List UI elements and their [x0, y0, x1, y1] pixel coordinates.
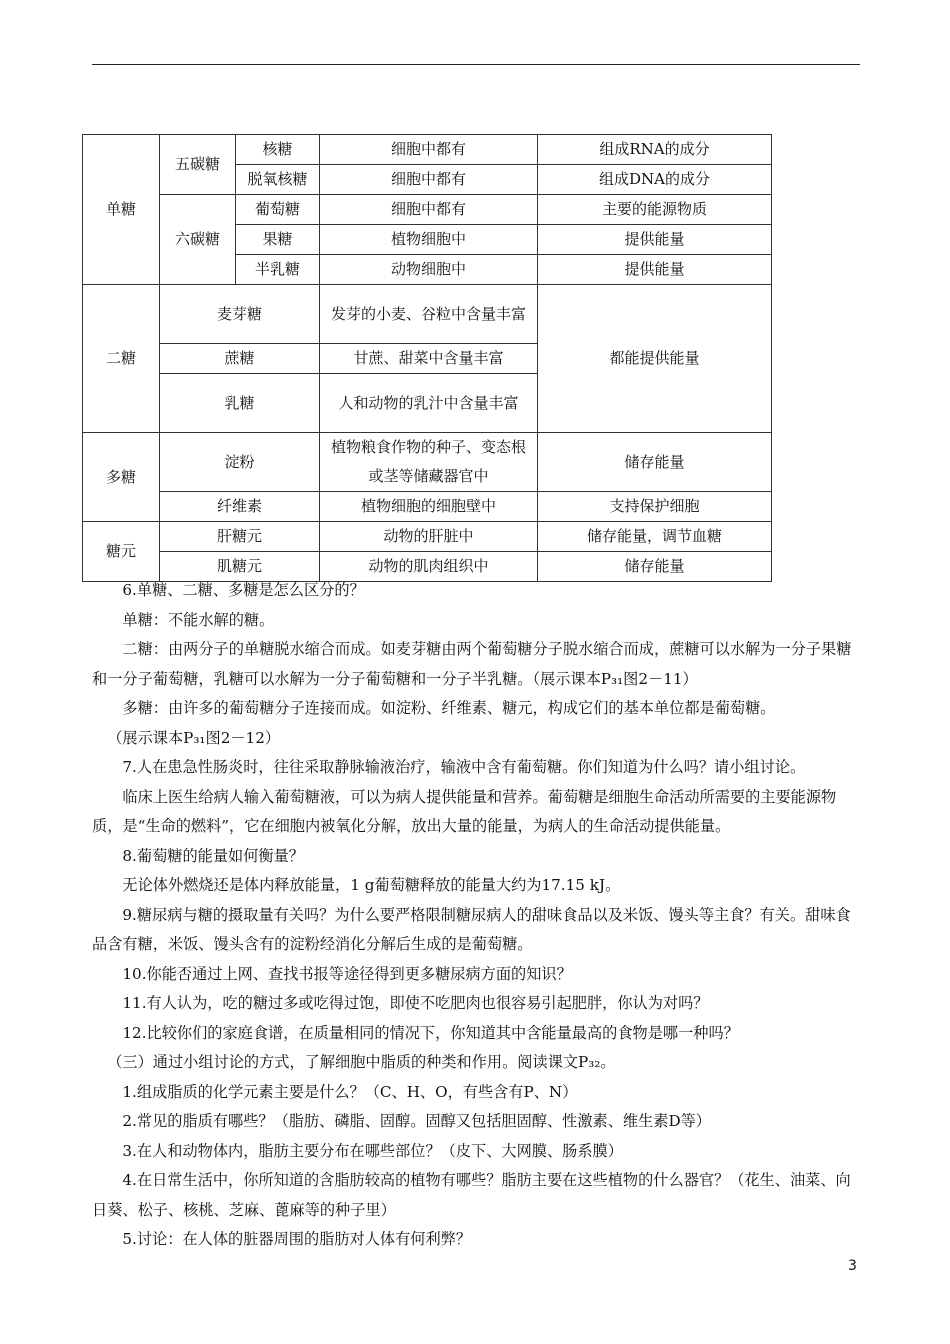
table-cell: 植物细胞的细胞壁中: [320, 492, 538, 522]
paragraph: 5.讨论：在人体的脏器周围的脂肪对人体有何利弊？: [122, 1230, 472, 1248]
sugar-classification-table: [82, 134, 772, 582]
table-cell: 细胞中都有: [320, 195, 538, 225]
table-cell: 组成RNA的成分: [538, 135, 772, 165]
table-cell: 淀粉: [160, 433, 320, 492]
table-cell: 人和动物的乳汁中含量丰富: [320, 374, 538, 433]
table-cell: 半乳糖: [236, 255, 320, 285]
paragraph: 11.有人认为，吃的糖过多或吃得过饱，即使不吃肥肉也很容易引起肥胖，你认为对吗？: [122, 994, 709, 1012]
table-cell: 细胞中都有: [320, 165, 538, 195]
paragraph: 10.你能否通过上网、查找书报等途径得到更多糖尿病方面的知识？: [122, 964, 572, 983]
page-number: 3: [848, 1258, 857, 1274]
table-cell: 肌糖元: [160, 552, 320, 582]
table-cell: 组成DNA的成分: [538, 165, 772, 195]
table-cell: 植物细胞中: [320, 225, 538, 255]
table-cell: 葡萄糖: [236, 195, 320, 225]
paragraph: 6.单糖、二糖、多糖是怎么区分的？: [122, 581, 365, 599]
table-cell: 麦芽糖: [160, 285, 320, 344]
table-cell: 单糖: [83, 135, 160, 285]
paragraph: 多糖：由许多的葡萄糖分子连接而成。如淀粉、纤维素、糖元，构成它们的基本单位都是葡萄糖。: [122, 699, 776, 717]
table-cell: 蔗糖: [160, 344, 320, 374]
paragraph: 单糖：不能水解的糖。: [122, 610, 275, 629]
table-cell: 脱氧核糖: [236, 165, 320, 195]
table-cell: 纤维素: [160, 492, 320, 522]
paragraph: （展示课本P₃₁图2－12）: [107, 728, 281, 747]
table-cell: 糖元: [83, 522, 160, 582]
table-cell: 支持保护细胞: [538, 492, 772, 522]
paragraph: 无论体外燃烧还是体内释放能量，1 g葡萄糖释放的能量大约为17.15 kJ。: [122, 876, 621, 894]
table-cell: 核糖: [236, 135, 320, 165]
table-cell: 甘蔗、甜菜中含量丰富: [320, 344, 538, 374]
table-cell: 果糖: [236, 225, 320, 255]
paragraph: 8.葡萄糖的能量如何衡量？: [122, 846, 304, 865]
paragraph: 9.糖尿病与糖的摄取量有关吗？为什么要严格限制糖尿病人的甜味食品以及米饭、馒头等主食？有关。甜味食品含有糖，米饭、馒头含有的淀粉经消化分解后生成的是葡萄糖。: [92, 905, 851, 953]
table-cell: 储存能量: [538, 552, 772, 582]
paragraph: 7.人在患急性肠炎时，往往采取静脉输液治疗，输液中含有葡萄糖。你们知道为什么吗？请小组讨论。: [122, 758, 806, 776]
paragraph: （三）通过小组讨论的方式，了解细胞中脂质的种类和作用。阅读课文P₃₂。: [107, 1053, 616, 1071]
table-cell: 都能提供能量: [538, 285, 772, 433]
table-cell: 多糖: [83, 433, 160, 522]
table-cell: 细胞中都有: [320, 135, 538, 165]
table-cell: 肝糖元: [160, 522, 320, 552]
paragraph: 12.比较你们的家庭食谱，在质量相同的情况下，你知道其中含能量最高的食物是哪一种吗？: [122, 1023, 739, 1042]
table-cell: 提供能量: [538, 225, 772, 255]
table-cell: 发芽的小麦、谷粒中含量丰富: [320, 285, 538, 344]
table-cell: 五碳糖: [160, 135, 236, 195]
table-cell: 二糖: [83, 285, 160, 433]
paragraph: 3.在人和动物体内，脂肪主要分布在哪些部位？（皮下、大网膜、肠系膜）: [122, 1141, 623, 1160]
table-cell: 提供能量: [538, 255, 772, 285]
paragraph: 二糖：由两分子的单糖脱水缩合而成。如麦芽糖由两个葡萄糖分子脱水缩合而成，蔗糖可以水解为一分子果糖和一分子葡萄糖，乳糖可以水解为一分子葡萄糖和一分子半乳糖。（展示课本P₃₁图2－11）: [92, 640, 852, 688]
table-cell: 储存能量: [538, 433, 772, 492]
table-cell: 动物的肌肉组织中: [320, 552, 538, 582]
table-cell: 动物的肝脏中: [320, 522, 538, 552]
paragraph: 临床上医生给病人输入葡萄糖液，可以为病人提供能量和营养。葡萄糖是细胞生命活动所需要的主要能源物质，是“生命的燃料”，它在细胞内被氧化分解，放出大量的能量，为病人的生命活动提供能量。: [92, 787, 837, 835]
paragraph: 2.常见的脂质有哪些？（脂肪、磷脂、固醇。固醇又包括胆固醇、性激素、维生素D等）: [122, 1112, 711, 1130]
table-cell: 乳糖: [160, 374, 320, 433]
table-cell: 六碳糖: [160, 195, 236, 285]
table-cell: 储存能量，调节血糖: [538, 522, 772, 552]
body-text: [92, 576, 860, 1255]
paragraph: 1.组成脂质的化学元素主要是什么？（C、H、O，有些含有P、N）: [122, 1082, 578, 1101]
table-cell: 主要的能源物质: [538, 195, 772, 225]
header-rule: [92, 64, 860, 65]
paragraph: 4.在日常生活中，你所知道的含脂肪较高的植物有哪些？脂肪主要在这些植物的什么器官？（花生、油菜、向日葵、松子、核桃、芝麻、蓖麻等的种子里）: [92, 1171, 851, 1219]
table-cell: 植物粮食作物的种子、变态根或茎等储藏器官中: [320, 433, 538, 492]
table-cell: 动物细胞中: [320, 255, 538, 285]
